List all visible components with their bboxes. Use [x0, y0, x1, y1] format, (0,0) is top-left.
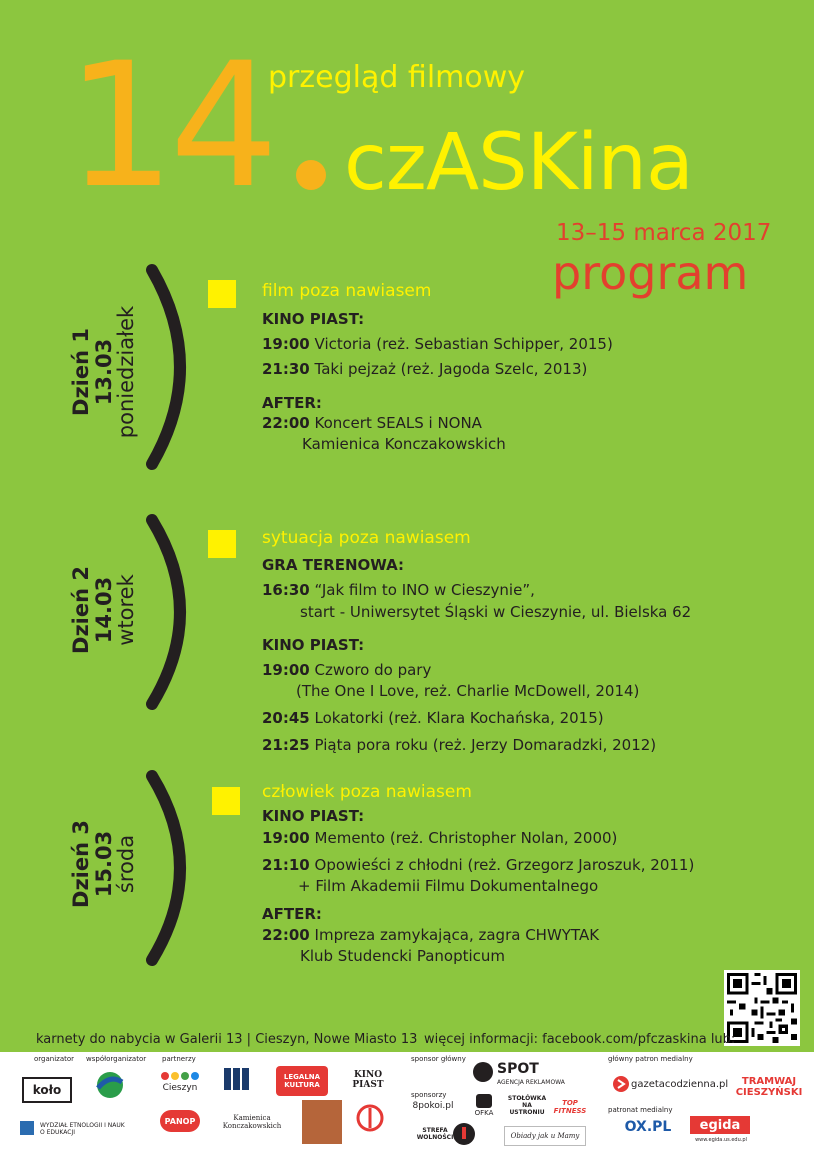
legalna-kultura-logo: LEGALNA KULTURA [276, 1066, 328, 1096]
yellow-square-1 [208, 280, 236, 308]
event-line: 16:30 “Jak film to INO w Cieszynie”, [262, 581, 535, 599]
event-line: 21:25 Piąta pora roku (reż. Jerzy Domaradzki, 2012) [262, 736, 657, 754]
obiady-logo: Obiady jak u Mamy [504, 1126, 586, 1146]
day-2-section: sytuacja poza nawiasem [262, 528, 471, 548]
bracket-day-1 [130, 262, 220, 472]
day-1-heading-1: KINO PIAST: [262, 310, 365, 328]
day-label-2: Dzień 2 14.03 wtorek [68, 566, 139, 654]
event-line: 22:00 Koncert SEALS i NONA [262, 414, 482, 432]
day-label-3: Dzień 3 15.03 środa [68, 820, 139, 908]
top-fitness-logo: TOP FITNESS [553, 1099, 587, 1115]
books-icon [222, 1066, 252, 1092]
main-media-label: główny patron medialny [608, 1055, 693, 1063]
bracket-day-2 [130, 512, 220, 712]
coorganizer-label: współorganizator [86, 1055, 147, 1063]
day-2-heading-2: KINO PIAST: [262, 636, 365, 654]
gazeta-codzienna-logo: gazetacodzienna.pl [631, 1078, 729, 1090]
festival-title: czASKina [344, 118, 693, 208]
festival-dates: 13–15 marca 2017 [556, 220, 772, 246]
yellow-square-3 [212, 787, 240, 815]
qr-code-icon[interactable] [724, 970, 800, 1046]
cieszyn-dots-icon [160, 1070, 200, 1082]
kamienica-logo: Kamienica Konczakowskich [222, 1114, 282, 1130]
more-info: więcej informacji: facebook.com/pfczaskina lub: [424, 1032, 736, 1047]
library-logo-icon [302, 1100, 342, 1144]
egida-url: www.egida.us.edu.pl [695, 1137, 747, 1143]
edition-number: 14 [66, 25, 273, 226]
day-label-1: Dzień 1 13.03 poniedziałek [68, 305, 139, 439]
partners-label: partnerzy [162, 1055, 196, 1063]
panopticum-logo: PANOP [160, 1110, 200, 1132]
event-line-cont: (The One I Love, reż. Charlie McDowell, 2014) [296, 682, 640, 700]
kolo-logo: koło [22, 1077, 72, 1103]
egida-logo: egida [690, 1116, 750, 1134]
ox-pl-logo: OX.PL [624, 1119, 672, 1135]
8pokoi-logo: 8pokoi.pl [412, 1101, 454, 1111]
coorganizer-logo-icon [94, 1070, 126, 1100]
day-2-heading-1: GRA TERENOWA: [262, 556, 405, 574]
tickets-info: karnety do nabycia w Galerii 13 | Cieszyn, Nowe Miasto 13 [36, 1032, 418, 1047]
organizer-label: organizator [34, 1055, 75, 1063]
event-line: 19:00 Memento (reż. Christopher Nolan, 2000) [262, 829, 618, 847]
event-line: 21:30 Taki pejzaż (reż. Jagoda Szelc, 2013) [262, 360, 588, 378]
tramwaj-cieszynski-logo: TRAMWAJ CIESZYŃSKI [735, 1076, 803, 1098]
day-3-section: człowiek poza nawiasem [262, 782, 472, 802]
galeria-13-icon [356, 1104, 384, 1132]
event-line: 22:00 Impreza zamykająca, zagra CHWYTAK [262, 926, 600, 944]
wydzial-logo: WYDZIAŁ ETNOLOGII I NAUK O EDUKACJI [40, 1122, 125, 1136]
strefa-icon [452, 1122, 476, 1146]
event-line: 20:45 Lokatorki (reż. Klara Kochańska, 2015) [262, 709, 604, 727]
strefa-wolnosci-logo: STREFA WOLNOŚCI [416, 1127, 454, 1141]
day-3-heading-2: AFTER: [262, 905, 322, 923]
event-line-cont: + Film Akademii Filmu Dokumentalnego [298, 877, 599, 895]
day-3-heading-1: KINO PIAST: [262, 807, 365, 825]
festival-subtitle: przegląd filmowy [268, 60, 526, 95]
ofka-icon [476, 1094, 492, 1108]
university-icon [20, 1121, 34, 1135]
spot-subtitle: AGENCJA REKLAMOWA [497, 1078, 565, 1086]
program-heading: program [552, 246, 749, 300]
stolowka-logo: STOŁÓWKA NA USTRONIU [507, 1094, 547, 1116]
ofka-logo: OFKA [474, 1109, 494, 1117]
gazeta-icon [612, 1075, 630, 1093]
day-1-heading-2: AFTER: [262, 394, 322, 412]
event-line-cont: Kamienica Konczakowskich [302, 435, 506, 453]
event-line: 19:00 Czworo do pary [262, 661, 432, 679]
kino-piast-logo: KINO PIAST [352, 1070, 384, 1090]
event-line: 19:00 Victoria (reż. Sebastian Schipper, 2015) [262, 335, 613, 353]
yellow-square-2 [208, 530, 236, 558]
event-line: 21:10 Opowieści z chłodni (reż. Grzegorz Jaroszuk, 2011) [262, 856, 695, 874]
spot-logo: SPOT [497, 1061, 539, 1077]
media-label: patronat medialny [608, 1106, 673, 1114]
day-1-section: film poza nawiasem [262, 281, 432, 301]
sponsors-label: sponsorzy [411, 1091, 447, 1099]
event-line-cont: Klub Studencki Panopticum [300, 947, 506, 965]
event-line-cont: start - Uniwersytet Śląski w Cieszynie, ul. Bielska 62 [300, 603, 692, 621]
spot-icon [472, 1061, 494, 1083]
number-dot [296, 160, 326, 190]
cieszyn-logo: Cieszyn [162, 1083, 198, 1093]
bracket-day-3 [130, 768, 220, 968]
main-sponsor-label: sponsor główny [411, 1055, 466, 1063]
